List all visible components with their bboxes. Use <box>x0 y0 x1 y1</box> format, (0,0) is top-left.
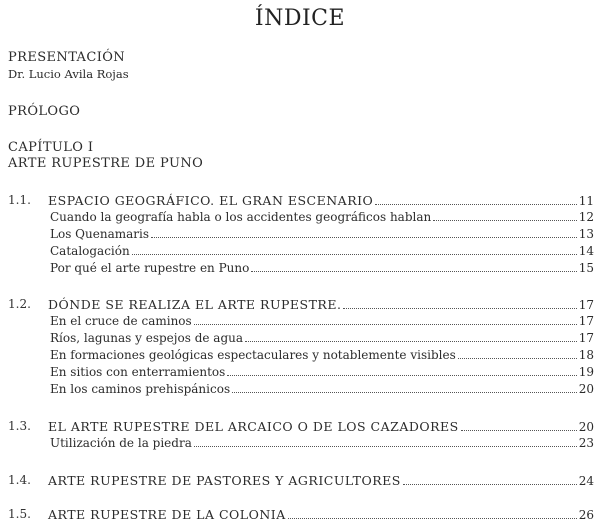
dot-leader <box>458 347 577 359</box>
section-number: 1.2. <box>8 297 31 311</box>
page-number: 14 <box>578 244 594 258</box>
subentry-title: Utilización de la piedra <box>50 436 192 450</box>
subentry-title: Ríos, lagunas y espejos de agua <box>50 331 244 345</box>
subentry-title: Catalogación <box>50 244 130 258</box>
page-number: 13 <box>578 227 594 241</box>
toc-subentry <box>8 313 594 330</box>
toc-subentry <box>8 381 594 398</box>
toc-subentry <box>8 209 594 226</box>
page-number: 23 <box>578 436 594 450</box>
toc-entry <box>8 192 594 209</box>
page-number: 20 <box>578 420 594 434</box>
section-number: 1.4. <box>8 473 31 487</box>
capitulo-block <box>8 140 203 172</box>
section-number: 1.1. <box>8 193 31 207</box>
toc-subentry <box>8 243 594 260</box>
dot-leader <box>288 507 577 519</box>
subentry-title: En los caminos prehispánicos <box>50 382 231 396</box>
toc-entry <box>8 418 594 435</box>
page-number: 17 <box>578 331 594 345</box>
dot-leader <box>151 226 577 238</box>
toc-section-1-1 <box>8 192 594 277</box>
page-number: 17 <box>578 314 594 328</box>
toc-entry <box>8 506 594 523</box>
presentacion-author: Dr. Lucio Avila Rojas <box>8 67 129 81</box>
page-number: 11 <box>578 194 594 208</box>
section-title: ARTE RUPESTRE DE LA COLONIA <box>48 507 286 522</box>
dot-leader <box>375 193 576 205</box>
toc-entry <box>8 472 594 489</box>
toc-section-1-4 <box>8 472 594 489</box>
dot-leader <box>194 435 577 447</box>
section-title: ESPACIO GEOGRÁFICO. EL GRAN ESCENARIO <box>48 193 374 208</box>
dot-leader <box>194 313 577 325</box>
dot-leader <box>461 419 577 431</box>
toc-entry <box>8 296 594 313</box>
toc-section-1-5 <box>8 506 594 523</box>
dot-leader <box>343 297 576 309</box>
toc-subentry <box>8 364 594 381</box>
toc-subentry <box>8 330 594 347</box>
toc-section-1-3 <box>8 418 594 452</box>
dot-leader <box>403 473 577 485</box>
toc-section-1-2 <box>8 296 594 398</box>
page-number: 17 <box>578 298 594 312</box>
section-number: 1.5. <box>8 507 31 521</box>
page-number: 12 <box>578 210 594 224</box>
dot-leader <box>227 364 576 376</box>
page-number: 18 <box>578 348 594 362</box>
toc-subentry <box>8 226 594 243</box>
page-number: 24 <box>578 474 594 488</box>
presentacion-block <box>8 50 129 82</box>
dot-leader <box>232 381 577 393</box>
toc-subentry <box>8 435 594 452</box>
subentry-title: En formaciones geológicas espectaculares y notablemente visibles <box>50 348 456 362</box>
page-number: 15 <box>578 261 594 275</box>
section-title: EL ARTE RUPESTRE DEL ARCAICO O DE LOS CAZADORES <box>48 419 459 434</box>
dot-leader <box>132 243 577 255</box>
prologo-heading: PRÓLOGO <box>8 104 81 119</box>
capitulo-label: CAPÍTULO I <box>8 140 94 155</box>
subentry-title: Por qué el arte rupestre en Puno <box>50 261 250 275</box>
subentry-title: Cuando la geografía habla o los accidentes geográficos hablan <box>50 210 432 224</box>
toc-subentry <box>8 260 594 277</box>
subentry-title: En sitios con enterramientos <box>50 365 226 379</box>
page-title: ÍNDICE <box>254 6 346 31</box>
section-title: DÓNDE SE REALIZA EL ARTE RUPESTRE. <box>48 297 342 312</box>
page-number: 26 <box>578 508 594 522</box>
page-number: 19 <box>578 365 594 379</box>
subentry-title: Los Quenamaris <box>50 227 149 241</box>
subentry-title: En el cruce de caminos <box>50 314 192 328</box>
capitulo-name: ARTE RUPESTRE DE PUNO <box>8 156 204 171</box>
section-number: 1.3. <box>8 419 31 433</box>
dot-leader <box>251 260 576 272</box>
toc-subentry <box>8 347 594 364</box>
dot-leader <box>245 330 577 342</box>
page-number: 20 <box>578 382 594 396</box>
section-title: ARTE RUPESTRE DE PASTORES Y AGRICULTORES <box>48 473 401 488</box>
presentacion-heading: PRESENTACIÓN <box>8 50 126 65</box>
dot-leader <box>433 209 576 221</box>
